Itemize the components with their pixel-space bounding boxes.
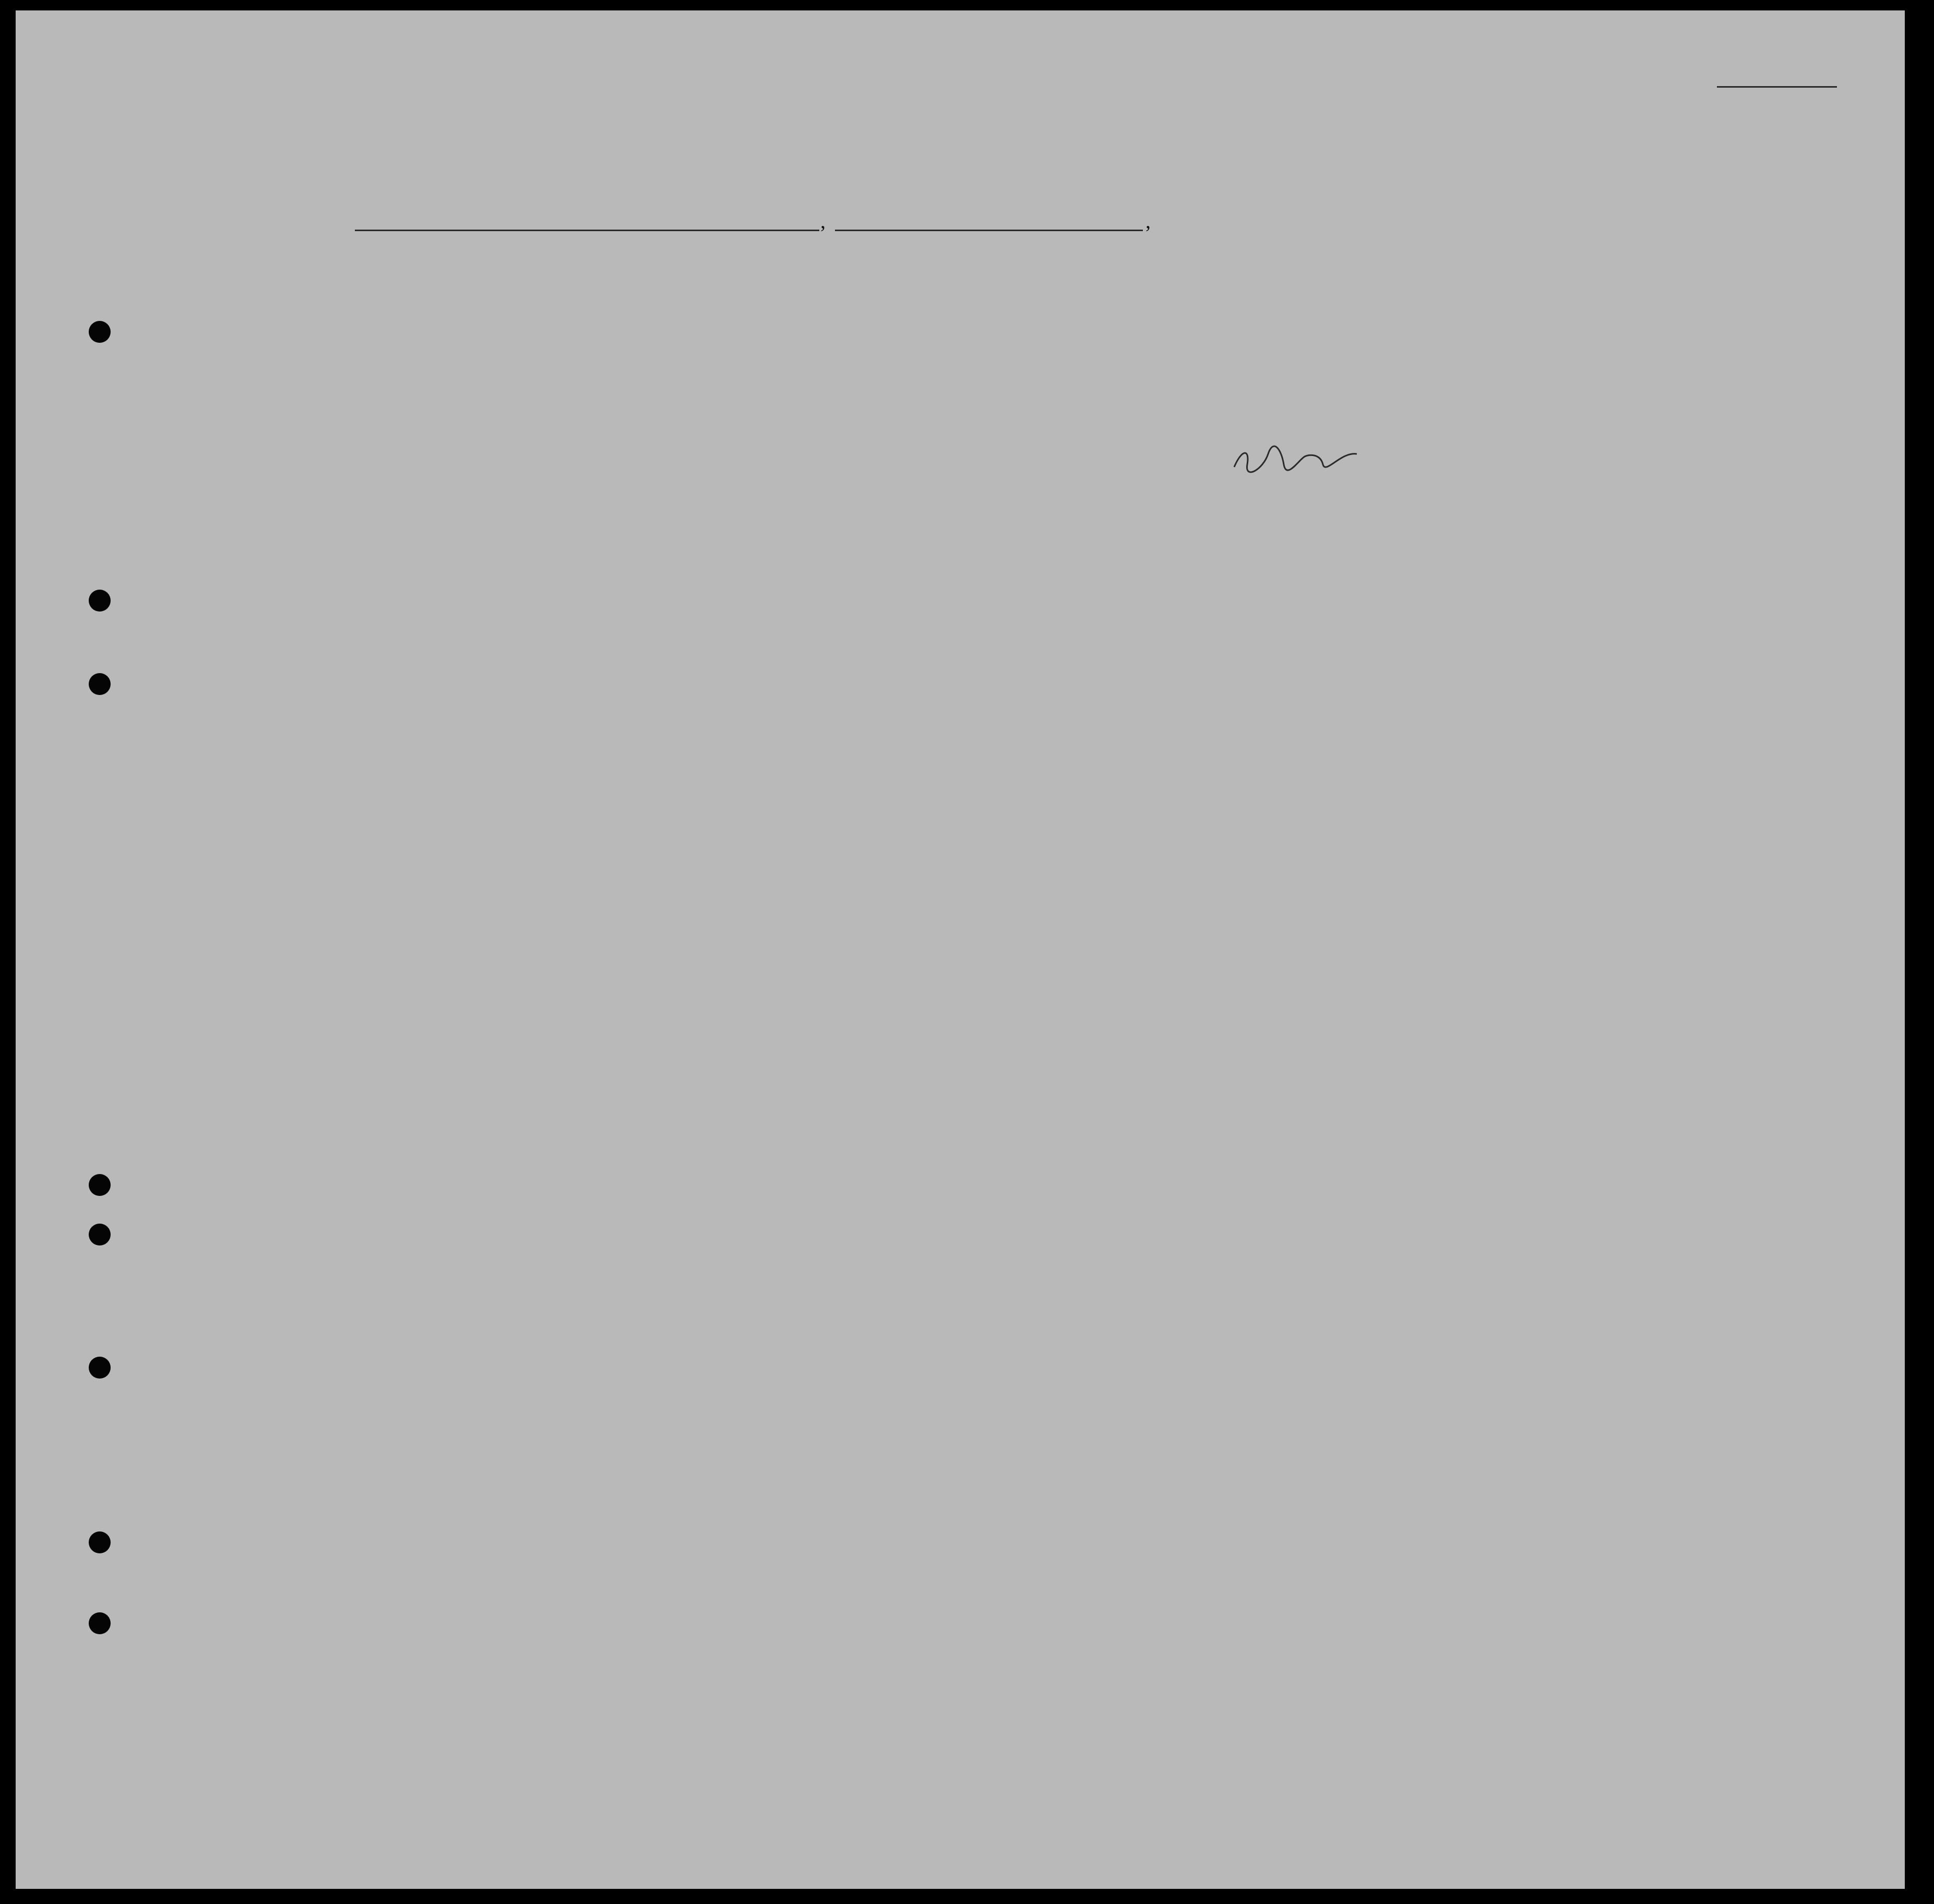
header-contract-labor [1362,297,1388,425]
header-overthrow [1312,297,1344,425]
header-length-of-time [1148,313,1169,425]
header-anarchist [1286,297,1302,425]
header-prison [1234,297,1258,425]
handwritten-signature [1232,444,1362,475]
header-ticket [569,297,587,425]
header-polygamist [1266,297,1281,425]
header-return-country [1085,313,1117,425]
comma: , [820,209,826,233]
header-deported [1414,297,1435,425]
header-become-citizen [1190,313,1211,425]
header-fifty-dollars [684,297,705,425]
comma: , [1145,209,1151,233]
